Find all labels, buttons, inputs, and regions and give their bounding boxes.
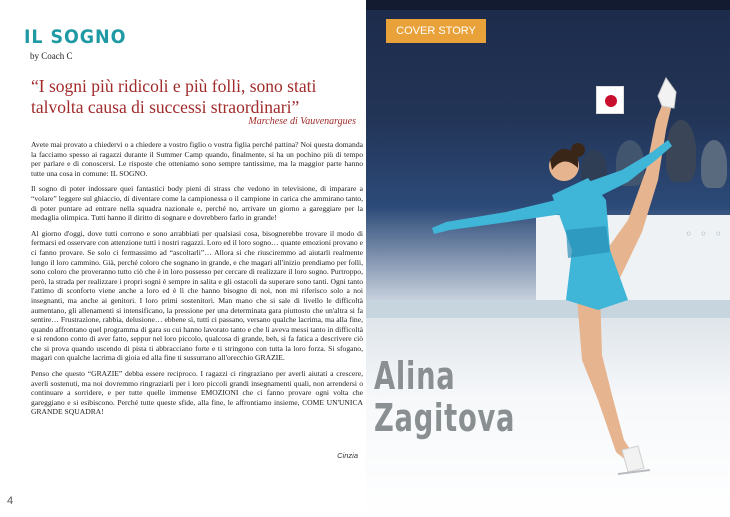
page-number: 4 xyxy=(7,495,14,507)
cover-first-name: Alina xyxy=(374,354,456,398)
banner-text-icon: ◦ ◦ ◦ xyxy=(685,227,724,241)
pull-quote: “I sogni più ridicoli e più folli, sono stati talvolta causa di successi straordinari” xyxy=(31,76,317,117)
cover-last-name: Zagitova xyxy=(374,396,516,440)
article-title: IL SOGNO xyxy=(24,26,127,48)
paragraph: Penso che questo “GRAZIE” debba essere reciproco. I ragazzi ci ringraziano per averli aiutati a crescere, averli sostenuti, ma noi dovremmo ringraziarli per i loro piccoli grandi insegnamenti quali, non arrendersi o continuare a sorridere, e per tutte quelle immense EMOZIONI che ci fanno provare ogni volta che gareggiano e si esibiscono. Perché tutte queste sfide, alla fine, le affrontiamo insieme, COME UN'UNICA GRANDE SQUADRA! xyxy=(31,369,363,417)
article-byline: by Coach C xyxy=(30,51,73,61)
paragraph: Al giorno d'oggi, dove tutti corrono e sono arrabbiati per qualsiasi cosa, bisognerebbe trovare il modo di fermarsi ed osservare con attenzione tutti i nostri ragazzi. Loro ed il loro sogno… quante emozioni provano e ci fanno provare. Se solo ci fermassimo ad “ascoltarli”… Allora si che riusciremmo ad aiutarli realmente lungo il loro cammino. Già, perché coloro che sognano in grande, e che magari all'inizio prendiamo per folli, sono coloro che proveranno tutto ciò che è in loro possesso per cercare di realizzare il loro sogno. Purtroppo, però, la strada per realizzare i propri sogni è sempre in salita e gli ostacoli da superare sono tanti. Ogni tanto l'attimo di sconforto viene anche a loro ed è lì che hanno bisogno di noi, non mi riferisco solo a noi insegnanti, ma anche ai genitori. I loro primi sostenitori. Man mano che si sale di livello le difficoltà aumentano, gli allenamenti si intensificano, la pressione per una determinata gara piuttosto che un'altra si fa sentire… Frustrazione, rabbia, delusione… ebbene sì, tutti ci passano, versano qualche lacrima, ma alla fine, quando affrontano quel programma di gara su cui hanno lavorato tanto e che li aveva messi tanto in difficoltà e si rendono conto di aver fatto, seppur nel loro piccolo, qualcosa di grande, beh, si fa fatica a descrivere ciò che si prova quando uscendo di pista ti abbracciano forte e ti stringono con tutta la loro forza. Si sfogano, magari con qualche lacrima di gioia ed alla fine ti sussurrano all'orecchio GRAZIE. xyxy=(31,228,363,363)
cover-photo xyxy=(366,0,730,517)
cover-story-label: COVER STORY xyxy=(386,19,486,43)
article-body xyxy=(31,140,363,423)
cover-name xyxy=(374,355,574,439)
quote-author: Marchese di Vauvenargues xyxy=(248,116,356,127)
paragraph: Avete mai provato a chiedervi o a chiedere a vostro figlio o vostra figlia perché pattina? Noi questa domanda la facciamo spesso ai ragazzi durante il Summer Camp quando, finalmente, si ha un pochino più di tempo per parlare e di conoscersi. Le risposte che otteniamo sono sempre tantissime, ma la maggior parte hanno tutte una cosa in comune: IL SOGNO. xyxy=(31,140,363,178)
paragraph: Il sogno di poter indossare quei fantastici body pieni di strass che vedono in televisione, di imparare a “volare” leggere sul ghiaccio, di diventare come la campionessa o il campione in carica che ammirano tanto, di poter puntare ad entrare nella squadra nazionale e, perché no, arrivare un giorno a gareggiare per la medaglia olimpica. Tutti hanno il diritto di sognare e dovrebbero farlo in grande! xyxy=(31,184,363,223)
author-signature: Cinzia xyxy=(337,451,358,460)
